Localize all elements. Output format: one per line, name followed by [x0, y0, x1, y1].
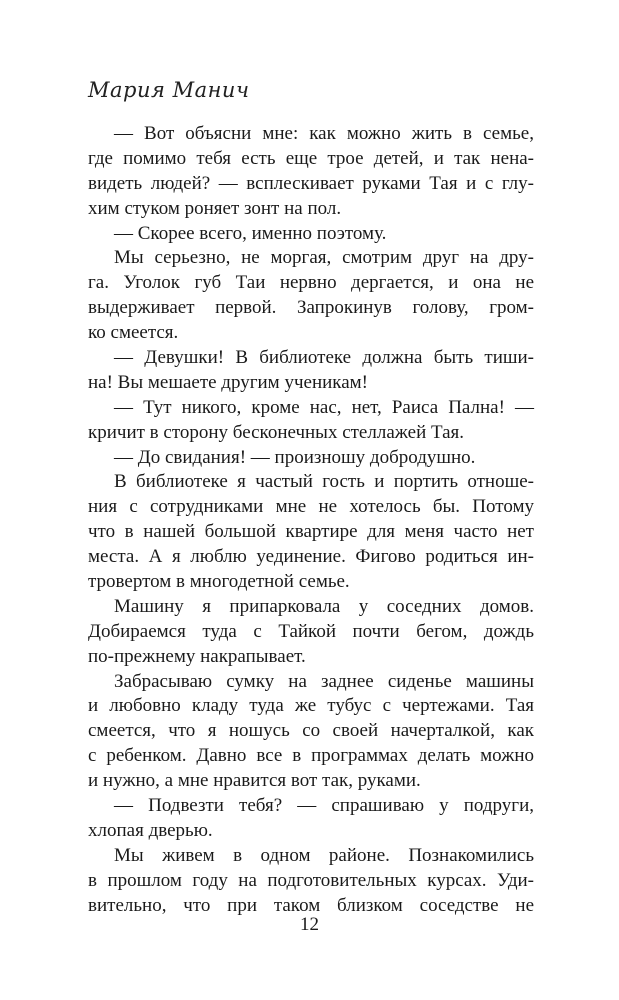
text-line: Машину я припарковала у соседних домов.	[114, 595, 534, 617]
text-line: вительно, что при таком близком соседстве не	[88, 894, 534, 916]
text-line: видеть людей? — всплескивает руками Тая и с глу-	[88, 172, 534, 194]
text-line: хлопая дверью.	[88, 819, 213, 841]
text-line: тровертом в многодетной семье.	[88, 571, 350, 593]
text-line: в прошлом году на подготовительных курсах. Уди-	[88, 869, 534, 891]
text-line: и любовно кладу туда же тубус с чертежами. Тая	[88, 695, 534, 717]
text-line: В библиотеке я частый гость и портить отноше-	[114, 471, 534, 493]
text-line: — Подвезти тебя? — спрашиваю у подруги,	[114, 795, 534, 817]
text-line: — Девушки! В библиотеке должна быть тиши-	[114, 347, 534, 369]
text-line: и нужно, а мне нравится вот так, руками.	[88, 770, 421, 792]
text-line: га. Уголок губ Таи нервно дергается, и она не	[88, 272, 534, 294]
text-line: ния с сотрудниками мне не хотелось бы. Потому	[88, 496, 534, 518]
text-line: — До свидания! — произношу добродушно.	[114, 446, 476, 468]
text-line: что в нашей большой квартире для меня часто нет	[88, 521, 534, 543]
text-line: кричит в сторону бесконечных стеллажей Тая.	[88, 421, 465, 443]
running-title: Мария Манич	[88, 78, 250, 102]
text-line: — Тут никого, кроме нас, нет, Раиса Пална! —	[114, 396, 534, 418]
text-line: на! Вы мешаете другим ученикам!	[88, 371, 369, 393]
text-line: — Скорее всего, именно поэтому.	[114, 222, 387, 244]
text-line: с ребенком. Давно все в программах делать можно	[88, 745, 534, 767]
text-line: где помимо тебя есть еще трое детей, и так нена-	[88, 147, 534, 169]
body-text	[88, 122, 534, 919]
text-line: — Вот объясни мне: как можно жить в семье,	[114, 123, 534, 144]
text-line: Мы живем в одном районе. Познакомились	[114, 844, 534, 866]
page-number: 12	[300, 914, 319, 935]
text-line: Мы серьезно, не моргая, смотрим друг на дру-	[114, 247, 534, 269]
text-line: Добираемся туда с Тайкой почти бегом, дождь	[88, 620, 534, 642]
text-line: Забрасываю сумку на заднее сиденье машины	[114, 670, 534, 692]
text-line: по-прежнему накрапывает.	[88, 645, 306, 667]
text-line: хим стуком роняет зонт на пол.	[88, 197, 342, 219]
text-line: выдерживает первой. Запрокинув голову, гром-	[88, 297, 534, 319]
text-line: смеется, что я ношусь со своей начерталкой, как	[88, 720, 534, 742]
text-line: места. А я люблю уединение. Фигово родиться ин-	[88, 546, 534, 568]
text-line: ко смеется.	[88, 322, 179, 344]
